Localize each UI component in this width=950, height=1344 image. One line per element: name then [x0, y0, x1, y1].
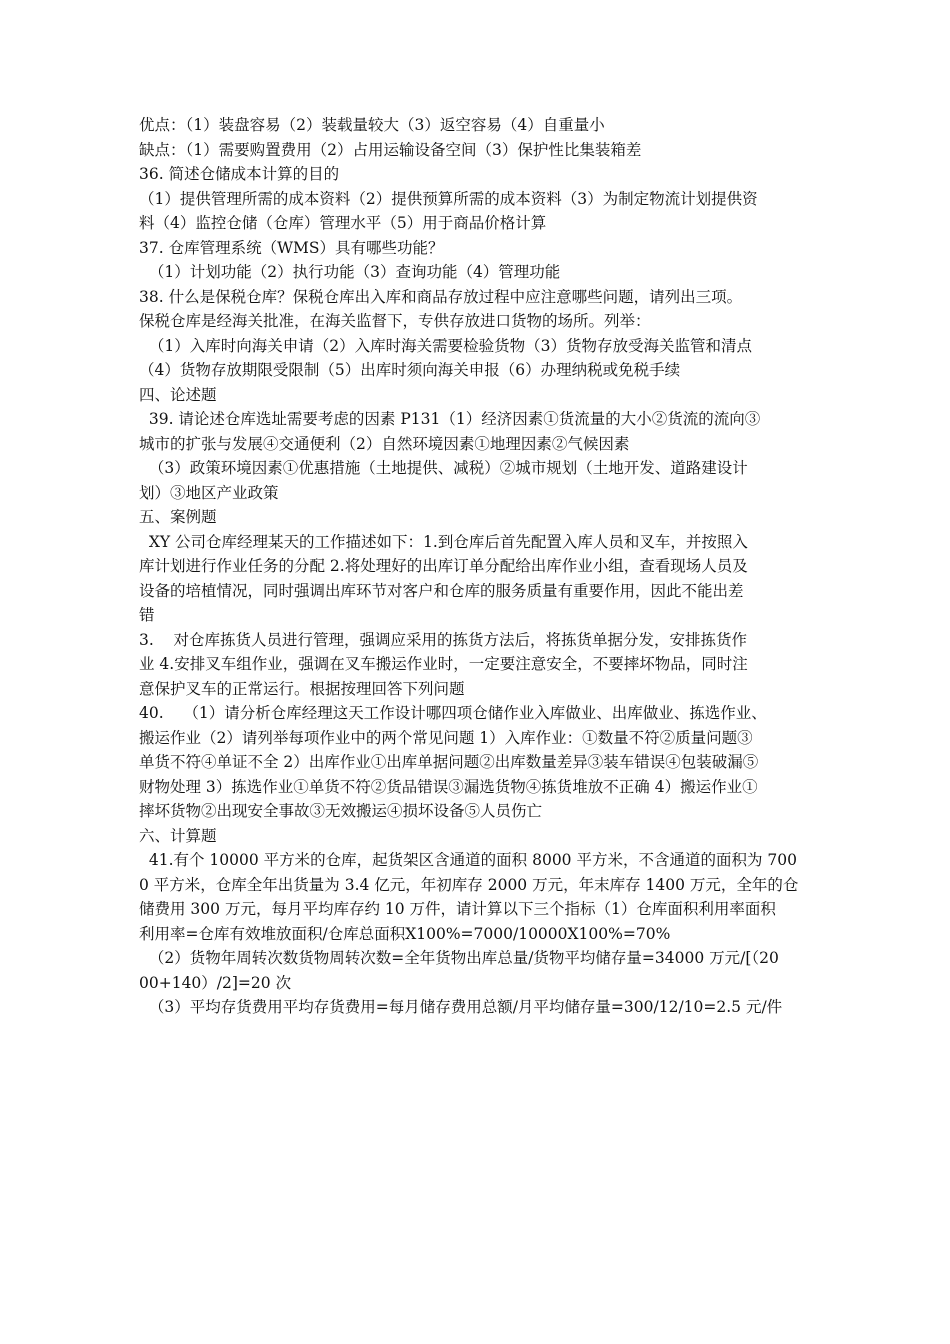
text-line: 41.有个 10000 平方米的仓库，起货架区含通道的面积 8000 平方米，不含通道的面积为 700 [139, 851, 797, 869]
text-line: （1）计划功能（2）执行功能（3）查询功能（4）管理功能 [139, 263, 561, 281]
text-line: （1）入库时向海关申请（2）入库时海关需要检验货物（3）货物存放受海关监管和清点 [139, 336, 752, 355]
text-line: 摔坏货物②出现安全事故③无效搬运④损坏设备⑤人员伤亡 [139, 802, 543, 820]
text-line: 00+140）/2]=20 次 [139, 973, 292, 992]
text-line: （2）货物年周转次数货物周转次数=全年货物出库总量/货物平均储存量=34000 万元/[（20 [139, 949, 779, 967]
text-line: 保税仓库是经海关批准，在海关监督下，专供存放进口货物的场所。列举： [139, 312, 651, 330]
text-line: 意保护叉车的正常运行。根据按理回答下列问题 [139, 679, 465, 698]
text-line: 业 4.安排叉车组作业，强调在叉车搬运作业时，一定要注意安全，不要摔坏物品，同时注 [139, 655, 748, 673]
text-line: 利用率=仓库有效堆放面积/仓库总面积Ⅹ100%=7000/10000Ⅹ100%=70% [139, 924, 671, 943]
section-heading: 六、计算题 [139, 826, 217, 845]
text-line: 财物处理 3）拣选作业①单货不符②货品错误③漏选货物④拣货堆放不正确 4）搬运作业① [139, 777, 758, 796]
question-heading: 40. （1）请分析仓库经理这天工作设计哪四项仓储作业入库做业、出库做业、拣选作业、 [139, 704, 767, 722]
text-line: 搬运作业（2）请列举每项作业中的两个常见问题 1）入库作业：①数量不符②质量问题③ [139, 728, 753, 747]
text-line: 设备的培植情况，同时强调出库环节对客户和仓库的服务质量有重要作用，因此不能出差 [139, 581, 744, 600]
question-heading: 36. 简述仓储成本计算的目的 [139, 165, 340, 183]
text-line: 缺点：（1）需要购置费用（2）占用运输设备空间（3）保护性比集装箱差 [139, 140, 642, 159]
text-line: XY 公司仓库经理某天的工作描述如下：1.到仓库后首先配置入库人员和叉车，并按照入 [139, 532, 748, 551]
text-line: 城市的扩张与发展④交通便利（2）自然环境因素①地理因素②气候因素 [139, 434, 630, 453]
text-line: 库计划进行作业任务的分配 2.将处理好的出库订单分配给出库作业小组，查看现场人员及 [139, 557, 748, 575]
text-line: 39. 请论述仓库选址需要考虑的因素 P131（1）经济因素①货流量的大小②货流的流向③ [139, 410, 761, 428]
text-line: 0 平方米，仓库全年出货量为 3.4 亿元，年初库存 2000 万元，年末库存 1400 万元，全年的仓 [139, 875, 799, 894]
question-heading: 37. 仓库管理系统（WMS）具有哪些功能？ [139, 238, 444, 257]
question-heading: 38. 什么是保税仓库？保税仓库出入库和商品存放过程中应注意哪些问题，请列出三项。 [139, 287, 743, 306]
text-line: （3）政策环境因素①优惠措施（土地提供、减税）②城市规划（土地开发、道路建设计 [139, 459, 748, 477]
text-line: （3）平均存货费用平均存货费用=每月储存费用总额/月平均储存量=300/12/10=2.5 元/件 [139, 998, 783, 1016]
text-line: 料（4）监控仓储（仓库）管理水平（5）用于商品价格计算 [139, 214, 547, 232]
text-line: 储费用 300 万元，每月平均库存约 10 万件，请计算以下三个指标（1）仓库面积利用率面积 [139, 900, 776, 918]
text-line: （1）提供管理所需的成本资料（2）提供预算所需的成本资料（3）为制定物流计划提供资 [139, 189, 758, 208]
document-body [139, 113, 811, 1020]
text-line: 单货不符④单证不全 2）出库作业①出库单据问题②出库数量差异③装车错误④包装破漏⑤ [139, 753, 759, 771]
text-line: （4）货物存放期限受限制（5）出库时须向海关申报（6）办理纳税或免税手续 [139, 361, 681, 379]
text-line: 错 [139, 606, 155, 624]
section-heading: 五、案例题 [139, 508, 217, 526]
text-line: 3. 对仓库拣货人员进行管理，强调应采用的拣货方法后，将拣货单据分发，安排拣货作 [139, 630, 747, 649]
text-line: 划）③地区产业政策 [139, 483, 279, 502]
section-heading: 四、论述题 [139, 385, 217, 404]
text-line: 优点：（1）装盘容易（2）装载量较大（3）返空容易（4）自重量小 [139, 116, 605, 134]
